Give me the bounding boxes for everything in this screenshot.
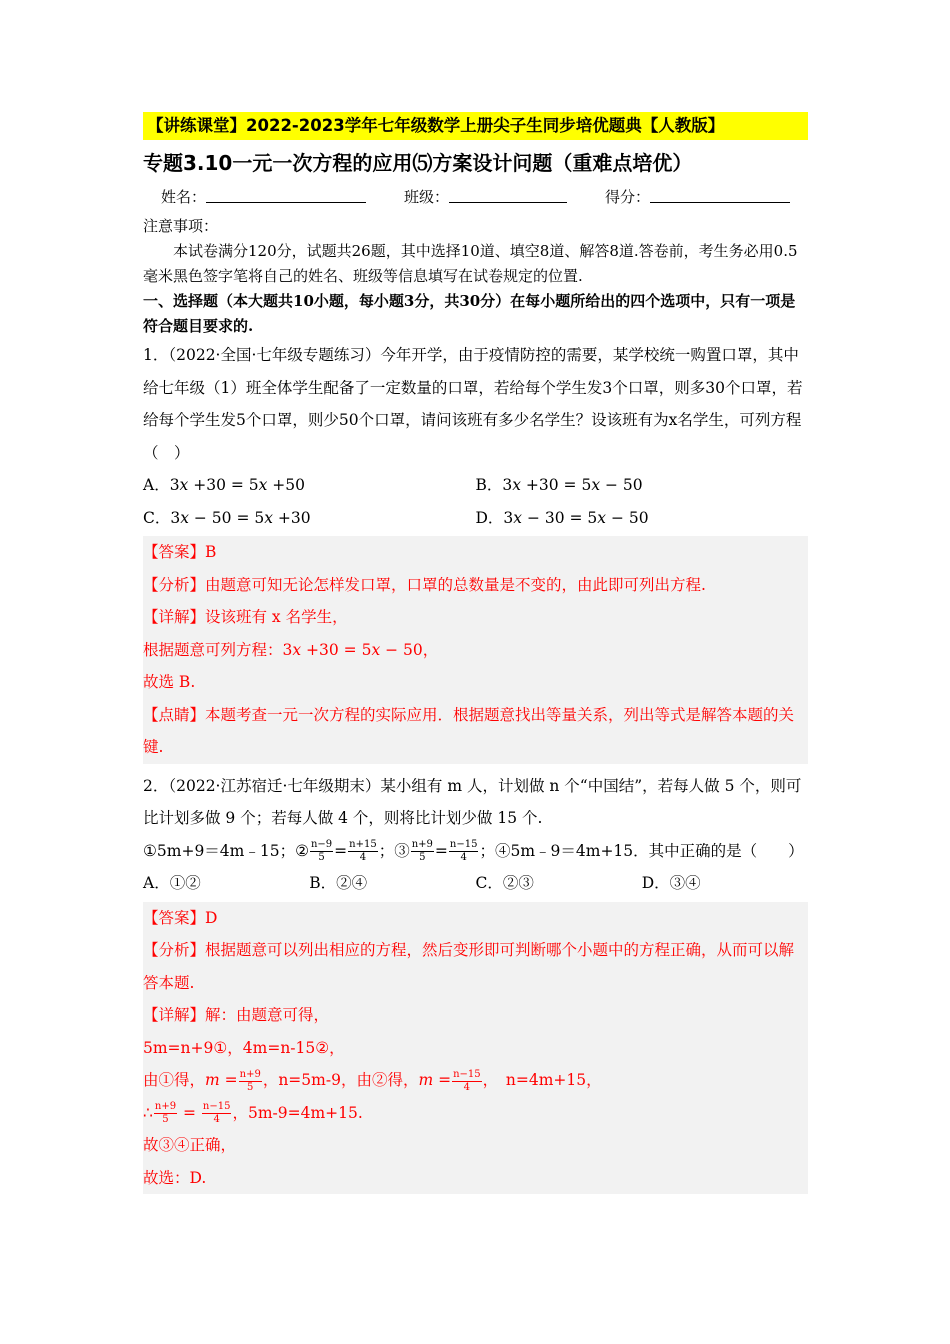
detail-line: 故选：D. (143, 1168, 207, 1187)
question-1-solution (143, 536, 808, 764)
class-field[interactable] (449, 184, 567, 203)
page-title: 专题3.10一元一次方程的应用⑸方案设计问题（重难点培优） (143, 151, 693, 175)
detail-line: 【详解】解：由题意可得， (143, 1006, 330, 1024)
comment-line: 【点睛】本题考查一元一次方程的实际应用．根据题意找出等量关系，列出等式是解答本题的关键. (143, 705, 795, 756)
fraction-denominator: 5 (419, 852, 426, 863)
fraction (348, 839, 378, 864)
therefore-symbol: ∴ (143, 1103, 153, 1122)
fraction (154, 1101, 177, 1126)
fraction-denominator: 5 (247, 1081, 254, 1093)
fraction-denominator: 4 (460, 852, 467, 863)
detail-line (143, 1064, 808, 1097)
document-content (143, 112, 808, 1200)
option-a[interactable]: A．①② (143, 874, 201, 892)
question-1 (143, 339, 808, 764)
option-d[interactable]: D．3𝑥 − 30 = 5𝑥 − 50 (475, 508, 649, 527)
notes-heading: 注意事项： (143, 217, 219, 235)
question-1-stem: 1．（2022·全国·七年级专题练习）今年开学，由于疫情防控的需要，某学校统一购置口罩，其中给七年级（1）班全体学生配备了一定数量的口罩，若给每个学生发3个口罩，则多30个口罩，若给每个学生发5个口罩，则少50个口罩，请问该班有多少名学生？设该班有为x名学生，可列方程（ ） (143, 346, 803, 462)
fraction-numerator: n−15 (453, 1068, 481, 1080)
question-1-options (143, 469, 808, 534)
detail-line: 5m=n+9①，4m=n-15②， (143, 1038, 345, 1057)
detail-text: ，n=5m-9，由②得，𝑚 = (262, 1071, 452, 1089)
fraction (411, 839, 434, 864)
equals-sign: = (334, 841, 348, 860)
fraction-numerator: n−9 (310, 839, 333, 850)
fraction (310, 839, 333, 864)
section-heading: 一、选择题（本大题共10小题，每小题3分，共30分）在每小题所给出的四个选项中，只有一项是符合题目要求的. (143, 292, 796, 335)
score-field[interactable] (650, 184, 790, 203)
detail-line: 【详解】设该班有 x 名学生， (143, 608, 348, 626)
fraction-numerator: n+15 (349, 839, 377, 850)
header-banner: 【讲练课堂】2022-2023学年七年级数学上册尖子生同步培优题典【人教版】 (143, 112, 808, 140)
fraction-denominator: 5 (318, 852, 325, 863)
question-2 (143, 770, 808, 1195)
question-2-solution (143, 902, 808, 1195)
fraction-denominator: 4 (213, 1114, 220, 1125)
detail-text: ， n=4m+15， (482, 1071, 602, 1089)
fraction (202, 1101, 232, 1126)
student-info-row (143, 184, 808, 210)
class-label: 班级： (404, 188, 450, 206)
fraction-numerator: n+9 (239, 1068, 261, 1080)
answer-line: 【答案】B (143, 543, 217, 561)
option-b[interactable]: B．3𝑥 +30 = 5𝑥 − 50 (475, 476, 643, 494)
fraction-numerator: n+9 (411, 839, 433, 850)
detail-line: 故③④正确， (143, 1136, 237, 1154)
analysis-line: 【分析】根据题意可以列出相应的方程，然后变形即可判断哪个小题中的方程正确，从而可以解答本题. (143, 941, 795, 992)
fraction (239, 1069, 262, 1094)
detail-text: 由①得，𝑚 = (143, 1071, 238, 1089)
fraction-numerator: n−15 (202, 1101, 231, 1112)
equals-sign: = (434, 841, 448, 860)
option-d[interactable]: D．③④ (641, 874, 701, 892)
detail-line: 故选 B. (143, 673, 196, 691)
answer-line: 【答案】D (143, 908, 218, 927)
fraction-numerator: n+9 (154, 1101, 177, 1112)
notes-body: 本试卷满分120分，试题共26题，其中选择10道、填空8道、解答8道.答卷前，考生务必用0.5毫米黑色签字笔将自己的姓名、班级等信息填写在试卷规定的位置. (143, 242, 798, 285)
question-2-stem: 2．（2022·江苏宿迁·七年级期末）某小组有 m 人，计划做 n 个“中国结”，若每人做 5 个，则可比计划多做 9 个；若每人做 4 个，则将比计划少做 15 个. (143, 776, 802, 827)
statement-text: ；④5m﹣9＝4m+15．其中正确的是（ ） (479, 841, 804, 860)
name-field[interactable] (206, 184, 366, 203)
fraction-denominator: 4 (359, 852, 367, 863)
fraction (449, 839, 479, 864)
notes-section (143, 214, 808, 339)
fraction-denominator: 4 (463, 1081, 471, 1093)
option-c[interactable]: C．②③ (475, 874, 534, 892)
equals-sign: = (178, 1103, 201, 1122)
option-c[interactable]: C．3𝑥 − 50 = 5𝑥 +30 (143, 508, 311, 527)
option-a[interactable]: A．3𝑥 +30 = 5𝑥 +50 (143, 476, 306, 494)
statement-text: ；③ (378, 841, 410, 860)
detail-text: ，5m-9=4m+15. (232, 1103, 363, 1122)
option-b[interactable]: B．②④ (309, 874, 368, 892)
question-2-statement (143, 835, 808, 868)
fraction-denominator: 5 (162, 1114, 169, 1125)
statement-text: ①5m+9＝4m﹣15；② (143, 841, 309, 860)
analysis-line: 【分析】由题意可知无论怎样发口罩，口罩的总数量是不变的，由此即可列出方程. (143, 575, 706, 594)
score-label: 得分： (605, 188, 651, 206)
name-label: 姓名： (161, 188, 207, 206)
question-2-options (143, 867, 808, 900)
fraction-numerator: n−15 (449, 839, 478, 850)
detail-line: 根据题意可列方程：3𝑥 +30 = 5𝑥 − 50， (143, 640, 439, 659)
detail-line (143, 1097, 808, 1130)
fraction (452, 1069, 482, 1094)
